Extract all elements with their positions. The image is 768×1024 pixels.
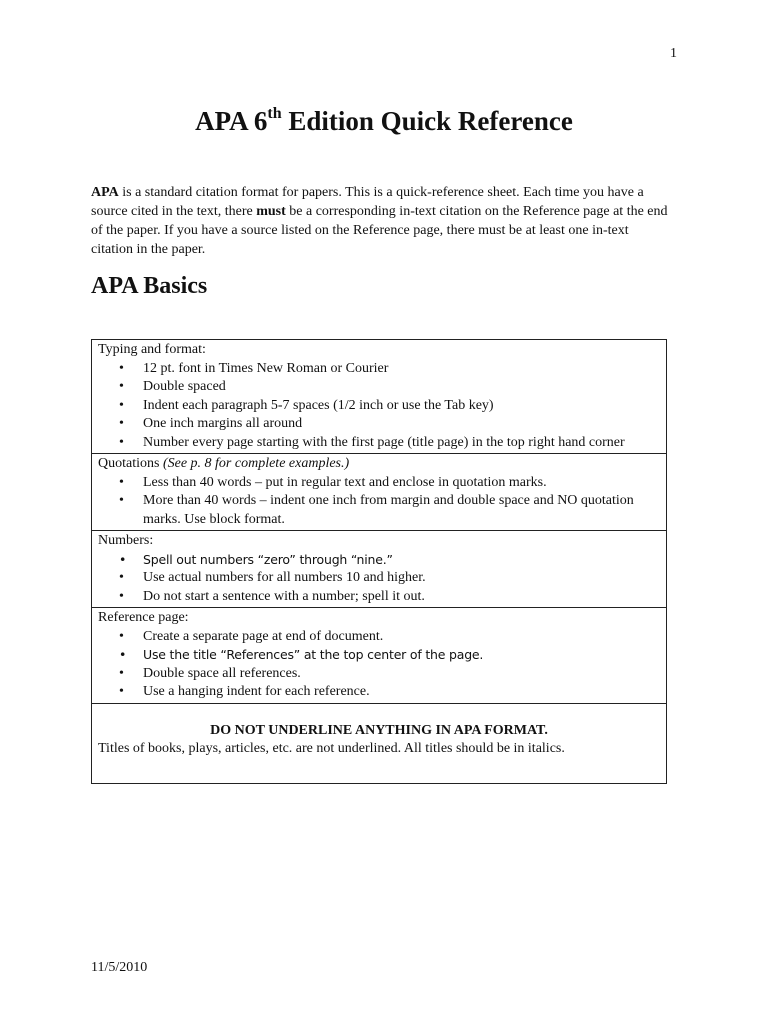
list-item: • 12 pt. font in Times New Roman or Courier — [143, 360, 660, 379]
list-item: • Number every page starting with the first page (title page) in the top right hand corner — [143, 434, 660, 453]
quotations-cell — [92, 454, 667, 531]
reference-page-row — [92, 608, 667, 704]
quotations-heading — [98, 455, 660, 474]
quotations-list — [98, 474, 660, 530]
typing-row — [92, 340, 667, 454]
numbers-label: Numbers: — [98, 533, 154, 548]
quotations-note: (See p. 8 for complete examples.) — [162, 456, 350, 471]
list-item: • Use the title “References” at the top center of the page. — [143, 646, 660, 665]
numbers-list — [98, 551, 660, 607]
numbers-row — [92, 531, 667, 608]
warning-cell — [92, 703, 667, 783]
document-title — [0, 106, 768, 137]
reference-page-label: Reference page: — [98, 610, 189, 625]
list-item: • Use actual numbers for all numbers 10 and higher. — [143, 569, 660, 588]
title-superscript: th — [267, 105, 282, 122]
page-number: 1 — [670, 46, 677, 61]
typing-list — [98, 360, 660, 453]
quotations-row — [92, 454, 667, 531]
list-item: • Double space all references. — [143, 665, 660, 684]
intro-text-2: be a corresponding in-text citation on the Reference page at the end of the paper. If you have a source listed on the Reference page, there must be at least one in-text citation in the paper. — [91, 204, 668, 257]
quotations-label: Quotations — [98, 456, 163, 471]
list-item: • Spell out numbers “zero” through “nine.” — [143, 551, 660, 570]
footer-date: 11/5/2010 — [91, 960, 148, 975]
intro-paragraph — [91, 183, 671, 259]
typing-label: Typing and format: — [98, 342, 206, 357]
basics-table — [91, 339, 667, 784]
reference-page-cell — [92, 608, 667, 704]
list-item: • Double spaced — [143, 378, 660, 397]
reference-page-list — [98, 628, 660, 702]
intro-lead: APA — [91, 185, 119, 200]
list-item: • More than 40 words – indent one inch from margin and double space and NO quotation marks. Use block format. — [143, 492, 660, 529]
warning-title: DO NOT UNDERLINE ANYTHING IN APA FORMAT. — [210, 722, 548, 738]
typing-cell — [92, 340, 667, 454]
list-item: • One inch margins all around — [143, 415, 660, 434]
warning-text: Titles of books, plays, articles, etc. are not underlined. All titles should be in italics. — [98, 741, 565, 756]
list-item: • Less than 40 words – put in regular text and enclose in quotation marks. — [143, 474, 660, 493]
title-prefix: APA 6 — [195, 106, 268, 136]
list-item: • Use a hanging indent for each reference. — [143, 683, 660, 702]
list-item: • Indent each paragraph 5-7 spaces (1/2 inch or use the Tab key) — [143, 397, 660, 416]
list-item: • Do not start a sentence with a number; spell it out. — [143, 588, 660, 607]
numbers-cell — [92, 531, 667, 608]
intro-emphasis: must — [256, 204, 286, 219]
list-item: • Create a separate page at end of document. — [143, 628, 660, 647]
section-heading-basics: APA Basics — [91, 273, 208, 299]
intro-text-1: is a standard citation format for papers. This is a quick-reference sheet. Each time you have a source cited in the text, there — [91, 185, 644, 219]
title-suffix: Edition Quick Reference — [281, 106, 573, 136]
warning-row — [92, 703, 667, 783]
